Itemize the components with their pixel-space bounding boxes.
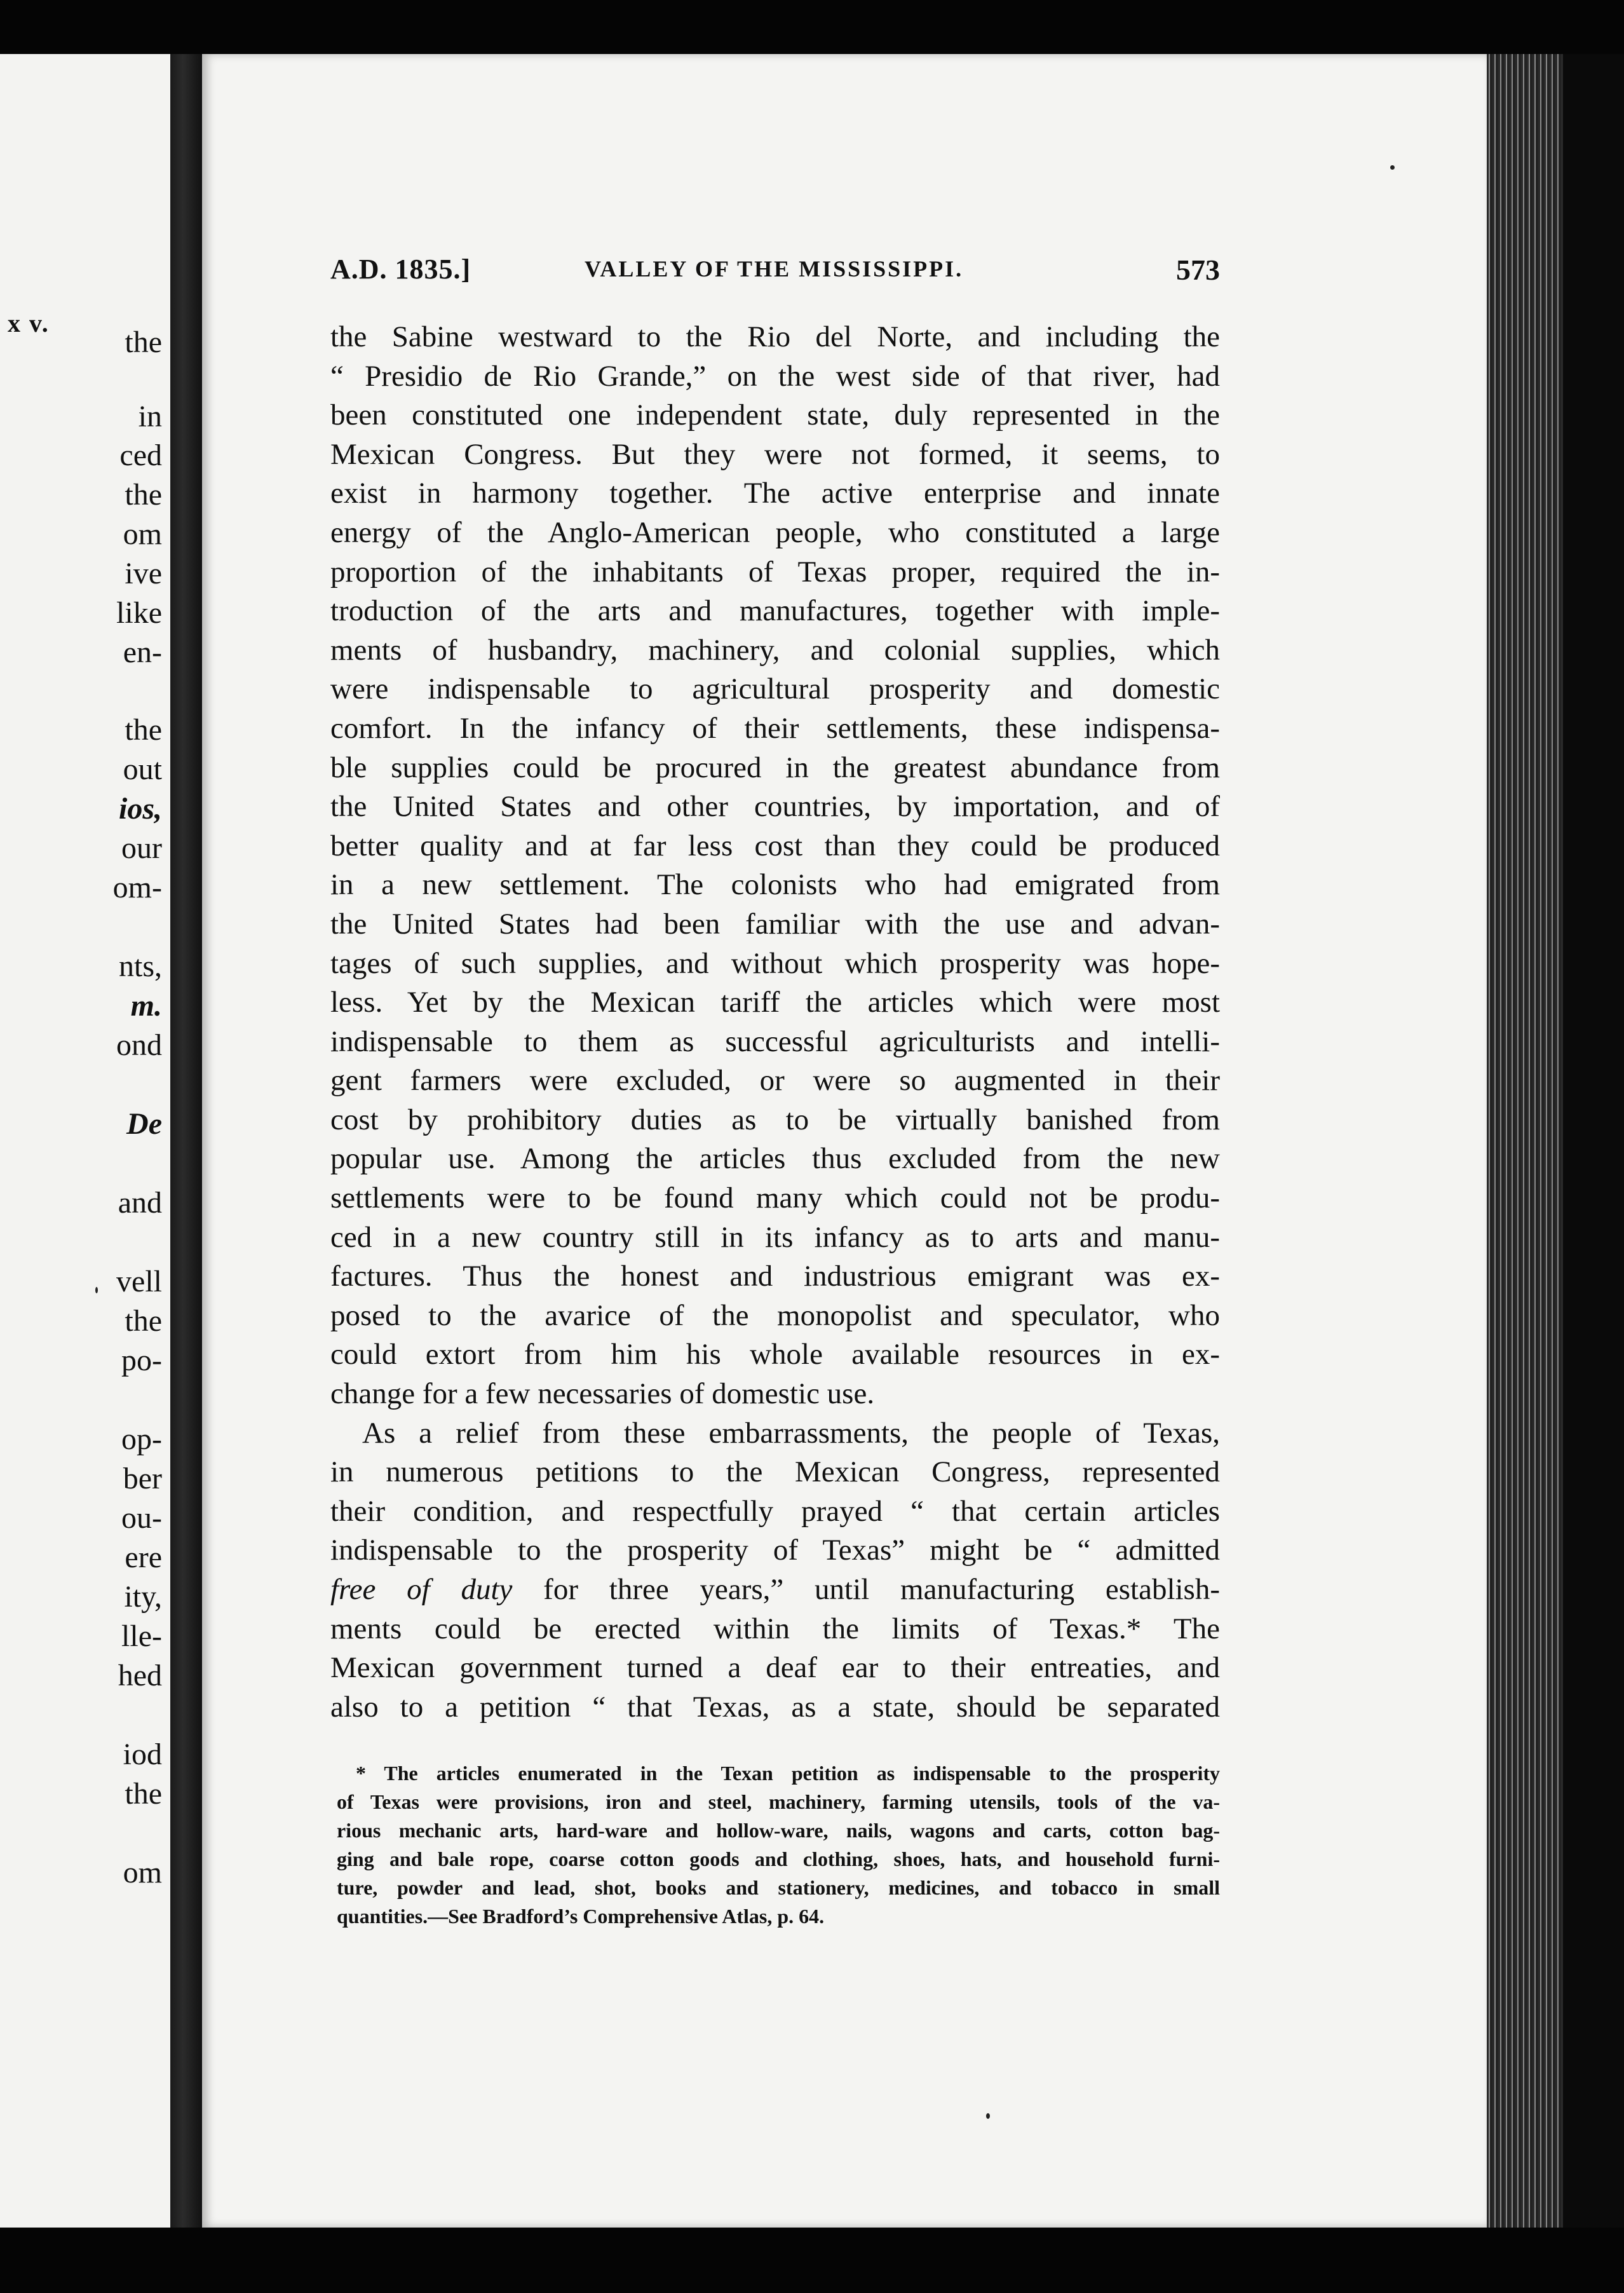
left-page-fragment: the <box>125 478 162 512</box>
left-page-fragment: lle- <box>121 1619 162 1653</box>
page-number: 573 <box>1176 254 1220 286</box>
text-line: the Sabine westward to the Rio del Norte, and including the <box>330 320 1220 353</box>
text-line: better quality and at far less cost than they could be produced <box>330 829 1220 862</box>
left-page-fragment: the <box>125 1777 162 1811</box>
left-facing-page <box>0 54 170 2228</box>
text-line: ced in a new country still in its infancy as to arts and manu- <box>330 1220 1220 1254</box>
paragraph-end-line: change for a few necessaries of domestic use. <box>330 1377 875 1411</box>
footnote <box>337 1759 1220 1931</box>
running-head-title: VALLEY OF THE MISSISSIPPI. <box>585 256 964 282</box>
text-line: comfort. In the infancy of their settlements, these indispensa- <box>330 711 1220 745</box>
scan-background-right <box>1563 54 1624 2228</box>
footnote-line: of Texas were provisions, iron and steel, machinery, farming utensils, tools of the va- <box>337 1790 1220 1813</box>
text-line: ble supplies could be procured in the greatest abundance from <box>330 751 1220 784</box>
left-page-fragment: op- <box>121 1422 162 1456</box>
book-gutter <box>170 54 202 2228</box>
text-line: could extort from him his whole available resources in ex- <box>330 1338 1220 1371</box>
left-page-fragment: ity, <box>124 1580 162 1614</box>
text-line: also to a petition “ that Texas, as a state, should be separated <box>330 1690 1220 1724</box>
left-page-fragment: our <box>121 831 162 865</box>
text-line: tages of such supplies, and without which prosperity was hope- <box>330 946 1220 980</box>
text-line <box>330 1570 1220 1610</box>
text-line: posed to the avarice of the monopolist and speculator, who <box>330 1298 1220 1332</box>
paragraph-start-line: As a relief from these embarrassments, the people of Texas, <box>362 1416 1220 1450</box>
scan-speck <box>95 1287 98 1293</box>
left-page-fragment: m. <box>130 989 162 1023</box>
left-page-fragment: ond <box>116 1028 162 1062</box>
left-page-fragment: and <box>118 1186 162 1220</box>
text-line: troduction of the arts and manufactures, together with imple- <box>330 594 1220 628</box>
text-line: were indispensable to agricultural prosperity and domestic <box>330 672 1220 706</box>
left-page-fragment: like <box>116 596 162 630</box>
text-line: exist in harmony together. The active enterprise and innate <box>330 477 1220 510</box>
text-line: less. Yet by the Mexican tariff the articles which were most <box>330 986 1220 1019</box>
left-page-fragment: nts, <box>118 949 162 983</box>
text-line: in numerous petitions to the Mexican Congress, represented <box>330 1455 1220 1489</box>
left-page-fragment: ere <box>125 1541 162 1574</box>
left-page-fragment: ou- <box>121 1501 162 1535</box>
text-line: popular use. Among the articles thus excluded from the new <box>330 1142 1220 1176</box>
text-line: ments of husbandry, machinery, and colonial supplies, which <box>330 633 1220 667</box>
text-line: “ Presidio de Rio Grande,” on the west side of that river, had <box>330 359 1220 393</box>
text-line: settlements were to be found many which could not be produ- <box>330 1181 1220 1215</box>
text-line: gent farmers were excluded, or were so augmented in their <box>330 1064 1220 1098</box>
running-head-date: A.D. 1835.] <box>330 254 471 285</box>
text-line: indispensable to the prosperity of Texas” might be “ admitted <box>330 1534 1220 1567</box>
left-page-fragment: ced <box>119 439 162 472</box>
running-head <box>330 253 1220 291</box>
text-line: proportion of the inhabitants of Texas proper, required the in- <box>330 555 1220 589</box>
text-line-rest: for three years,” until manufacturing establish- <box>512 1573 1220 1606</box>
text-line: the United States and other countries, by importation, and of <box>330 790 1220 824</box>
text-line: cost by prohibitory duties as to be virtually banished from <box>330 1103 1220 1136</box>
left-page-fragment: out <box>123 752 162 786</box>
text-line: ments could be erected within the limits of Texas.* The <box>330 1612 1220 1645</box>
left-page-fragment: vell <box>116 1265 162 1298</box>
text-line: in a new settlement. The colonists who had emigrated from <box>330 868 1220 902</box>
text-line: their condition, and respectfully prayed “ that certain articles <box>330 1494 1220 1528</box>
left-page-fragment: the <box>125 713 162 747</box>
footnote-line: ture, powder and lead, shot, books and stationery, medicines, and tobacco in small <box>337 1876 1220 1899</box>
left-page-fragment: the <box>125 325 162 359</box>
footnote-line: ging and bale rope, coarse cotton goods and clothing, shoes, hats, and household furni- <box>337 1847 1220 1870</box>
left-page-fragment: iod <box>123 1738 162 1771</box>
left-page-fragment: ber <box>123 1462 162 1495</box>
left-page-fragment: in <box>138 400 162 433</box>
text-line: been constituted one independent state, duly represented in the <box>330 398 1220 432</box>
page-edges <box>1487 54 1563 2228</box>
text-line: indispensable to them as successful agriculturists and intelli- <box>330 1024 1220 1058</box>
footnote-line: * The articles enumerated in the Texan petition as indispensable to the prosperity <box>356 1762 1220 1785</box>
left-page-running-head: x v. <box>8 309 50 337</box>
scan-speck <box>1390 165 1395 170</box>
footnote-line: quantities.—See Bradford’s Comprehensive Atlas, p. 64. <box>337 1905 825 1928</box>
left-page-fragment: ios, <box>118 792 162 826</box>
scan-speck <box>986 2113 990 2119</box>
body-text <box>330 318 1220 1727</box>
left-page-fragment: po- <box>121 1344 162 1377</box>
left-page-fragment: en- <box>123 636 162 669</box>
left-page-fragment: om <box>123 517 162 551</box>
text-line: energy of the Anglo-American people, who constituted a large <box>330 515 1220 549</box>
left-page-fragment: the <box>125 1304 162 1338</box>
left-page-fragment: om- <box>112 871 162 904</box>
left-page-fragment: ive <box>125 557 162 590</box>
italic-phrase: free of duty <box>330 1573 513 1606</box>
left-page-fragment: hed <box>118 1659 162 1692</box>
footnote-line: rious mechanic arts, hard-ware and hollow-ware, nails, wagons and carts, cotton bag- <box>337 1819 1220 1842</box>
text-line: Mexican government turned a deaf ear to their entreaties, and <box>330 1651 1220 1685</box>
left-page-fragment: om <box>123 1856 162 1889</box>
text-line: factures. Thus the honest and industrious emigrant was ex- <box>330 1260 1220 1293</box>
text-line: the United States had been familiar with the use and advan- <box>330 907 1220 941</box>
left-page-fragment: De <box>126 1107 162 1141</box>
text-line: Mexican Congress. But they were not formed, it seems, to <box>330 437 1220 471</box>
